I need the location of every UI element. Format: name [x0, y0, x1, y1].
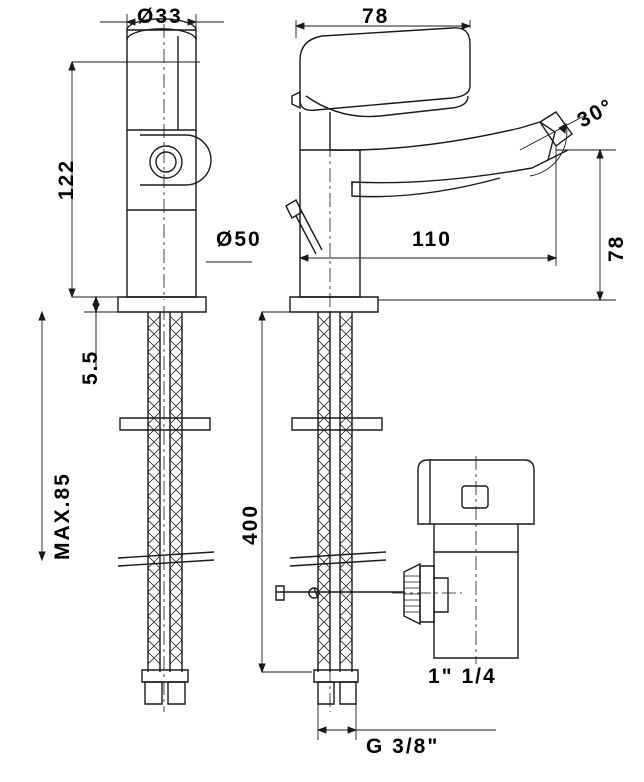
right-view-hoses — [276, 312, 404, 704]
right-view-body — [286, 28, 572, 312]
label-waste-thread: 1" 1/4 — [428, 665, 497, 688]
dim-body-height: 122 — [55, 158, 78, 200]
popup-waste-detail — [404, 460, 534, 658]
dim-deck-thickness: 5.5 — [79, 349, 102, 385]
dim-top-diameter: Ø33 — [137, 5, 183, 28]
dimension-lines — [39, 14, 616, 740]
centre-lines — [164, 24, 476, 712]
dim-handle-width: 78 — [362, 5, 390, 28]
dim-hose-length: 400 — [239, 503, 262, 545]
dim-aerator-angle: 30° — [573, 94, 618, 133]
label-inlet-thread: G 3/8" — [366, 735, 440, 758]
dim-base-diameter: Ø50 — [216, 228, 262, 251]
left-view-hoses — [118, 312, 214, 704]
dim-max-deck-thickness: MAX.85 — [51, 472, 74, 560]
dim-spout-reach: 110 — [412, 228, 452, 251]
left-view-body — [118, 19, 211, 312]
dim-spout-height: 78 — [605, 234, 628, 262]
